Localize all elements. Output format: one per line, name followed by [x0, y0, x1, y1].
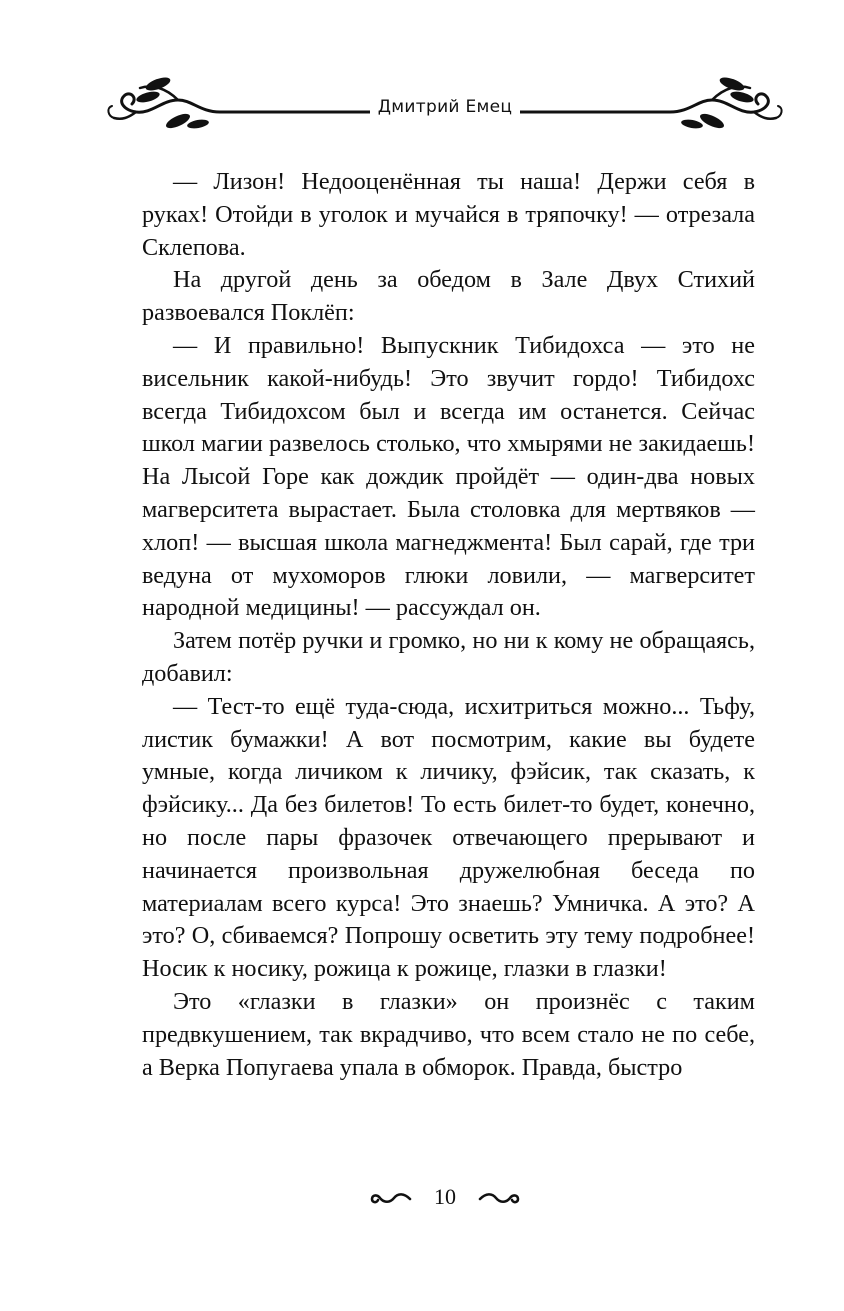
paragraph: Это «глазки в глазки» он произнёс с таким предвкушением, так вкрадчиво, что всем стало не по себе, а Верка Попугаева упала в обморок. Правда, быстро: [142, 987, 755, 1081]
running-header: [100, 62, 790, 142]
page-body: [142, 166, 755, 1084]
page-footer: [360, 1183, 530, 1213]
paragraph: — И правильно! Выпускник Тибидохса — это не висельник какой-нибудь! Это звучит гордо! Тибидохс всегда Тибидохсом был и всегда им останется. Сейчас школ магии развелось столько, что хмырями не закидаешь! На Лысой Горе как дождик пройдёт — один-два новых магверситета вырастает. Была столовка для мертвяков — хлоп! — высшая школа магнеджмента! Был сарай, где три ведуна от мухоморов глюки ловили, — магверситет народной медицины! — рассуждал он.: [142, 331, 755, 622]
paragraph: На другой день за обедом в Зале Двух Стихий развоевался Поклёп:: [142, 266, 755, 327]
header-author: [100, 97, 790, 117]
paragraph: Затем потёр ручки и громко, но ни к кому не обращаясь, добавил:: [142, 627, 755, 687]
page-number: 10: [434, 1184, 456, 1209]
paragraph: — Лизон! Недооценённая ты наша! Держи себя в руках! Отойди в уголок и мучайся в тряпочку! — отрезала Склепова.: [142, 168, 755, 261]
author-name: Дмитрий Емец: [370, 97, 521, 117]
paragraph: — Тест-то ещё туда-сюда, исхитриться можно... Тьфу, листик бумажки! А вот посмотрим, какие вы будете умные, когда личиком к личику, фэйсик, так сказать, к фэйсику... Да без билетов! То есть билет-то будет, конечно, но после пары фразочек отвечающего прерывают и начинается произвольная дружелюбная беседа по материалам всего курса! Это знаешь? Умничка. А это? А это? О, сбиваемся? Попрошу осветить эту тему подробнее! Носик к носику, рожица к рожице, глазки в глазки!: [142, 692, 755, 983]
